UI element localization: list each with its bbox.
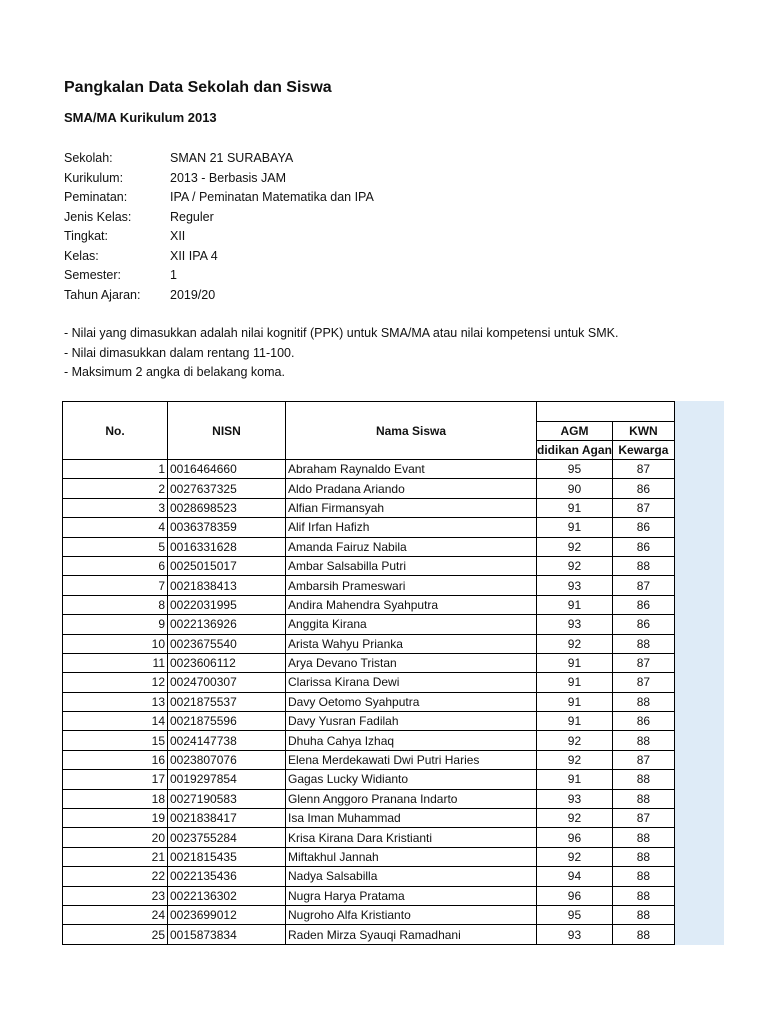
row-number-cell: 8 xyxy=(63,595,168,614)
row-number-cell: 7 xyxy=(63,576,168,595)
student-name-cell: Nugroho Alfa Kristianto xyxy=(286,905,537,924)
agm-score-cell[interactable]: 93 xyxy=(537,789,613,808)
row-number-cell: 6 xyxy=(63,556,168,575)
row-number-cell: 5 xyxy=(63,537,168,556)
nisn-cell: 0022136926 xyxy=(168,615,286,634)
page-title: Pangkalan Data Sekolah dan Siswa xyxy=(64,79,332,96)
table-row xyxy=(63,479,675,498)
info-row-tingkat xyxy=(64,227,374,247)
table-row xyxy=(63,925,675,944)
table-row xyxy=(63,847,675,866)
row-number-cell: 14 xyxy=(63,712,168,731)
info-label: Kelas: xyxy=(64,248,99,263)
kwn-score-cell[interactable]: 88 xyxy=(612,692,674,711)
agm-score-cell[interactable]: 91 xyxy=(537,770,613,789)
table-row xyxy=(63,789,675,808)
nisn-cell: 0022135436 xyxy=(168,867,286,886)
row-number-cell: 10 xyxy=(63,634,168,653)
info-label: Sekolah: xyxy=(64,151,113,165)
info-label: Peminatan: xyxy=(64,190,128,204)
row-number-cell: 3 xyxy=(63,498,168,517)
nisn-cell: 0023699012 xyxy=(168,905,286,924)
nisn-cell: 0021875596 xyxy=(168,712,286,731)
header-subject-code: KWN xyxy=(612,422,674,441)
table-row xyxy=(63,828,675,847)
agm-score-cell[interactable]: 91 xyxy=(537,712,613,731)
info-row-jenis-kelas xyxy=(64,208,374,228)
row-number-cell: 17 xyxy=(63,770,168,789)
table-row xyxy=(63,770,675,789)
info-value: XII IPA 4 xyxy=(170,248,218,263)
table-row xyxy=(63,867,675,886)
student-name-cell: Amanda Fairuz Nabila xyxy=(286,537,537,556)
agm-score-cell[interactable]: 92 xyxy=(537,537,613,556)
agm-score-cell[interactable]: 91 xyxy=(537,595,613,614)
student-name-cell: Nugra Harya Pratama xyxy=(286,886,537,905)
info-row-peminatan xyxy=(64,188,374,208)
nisn-cell: 0022136302 xyxy=(168,886,286,905)
nisn-cell: 0024147738 xyxy=(168,731,286,750)
kwn-score-cell[interactable]: 88 xyxy=(612,556,674,575)
table-row xyxy=(63,750,675,769)
student-name-cell: Glenn Anggoro Pranana Indarto xyxy=(286,789,537,808)
kwn-score-cell[interactable]: 87 xyxy=(612,460,674,479)
header-no: No. xyxy=(63,402,168,460)
note-line: - Nilai dimasukkan dalam rentang 11-100. xyxy=(64,345,295,360)
nisn-cell: 0021815435 xyxy=(168,847,286,866)
kwn-score-cell[interactable]: 88 xyxy=(612,847,674,866)
info-value: IPA / Peminatan Matematika dan IPA xyxy=(170,190,374,204)
info-row-kurikulum xyxy=(64,169,374,189)
kwn-score-cell[interactable]: 88 xyxy=(612,828,674,847)
row-number-cell: 25 xyxy=(63,925,168,944)
row-number-cell: 21 xyxy=(63,847,168,866)
header-nama-siswa: Nama Siswa xyxy=(286,402,537,460)
nisn-cell: 0023807076 xyxy=(168,750,286,769)
row-number-cell: 16 xyxy=(63,750,168,769)
nisn-cell: 0024700307 xyxy=(168,673,286,692)
nisn-cell: 0016331628 xyxy=(168,537,286,556)
info-value: SMAN 21 SURABAYA xyxy=(170,151,294,165)
student-name-cell: Ambarsih Prameswari xyxy=(286,576,537,595)
info-value: 2019/20 xyxy=(170,287,216,302)
table-row xyxy=(63,809,675,828)
agm-score-cell[interactable]: 91 xyxy=(537,498,613,517)
row-number-cell: 19 xyxy=(63,809,168,828)
nisn-cell: 0036378359 xyxy=(168,518,286,537)
kwn-score-cell[interactable]: 86 xyxy=(612,712,674,731)
agm-score-cell[interactable]: 91 xyxy=(537,673,613,692)
agm-score-cell[interactable]: 92 xyxy=(537,750,613,769)
student-name-cell: Davy Oetomo Syahputra xyxy=(286,692,537,711)
row-number-cell: 9 xyxy=(63,615,168,634)
row-number-cell: 24 xyxy=(63,905,168,924)
table-row xyxy=(63,615,675,634)
kwn-score-cell[interactable]: 87 xyxy=(612,576,674,595)
kwn-score-cell[interactable]: 86 xyxy=(612,595,674,614)
note-line: - Nilai yang dimasukkan adalah nilai kognitif (PPK) untuk SMA/MA atau nilai kompetensi untuk SMK. xyxy=(64,326,619,340)
nisn-cell: 0028698523 xyxy=(168,498,286,517)
agm-score-cell[interactable]: 93 xyxy=(537,576,613,595)
table-row xyxy=(63,518,675,537)
kwn-score-cell[interactable]: 88 xyxy=(612,731,674,750)
agm-score-cell[interactable]: 95 xyxy=(537,905,613,924)
nisn-cell: 0023606112 xyxy=(168,653,286,672)
kwn-score-cell[interactable]: 87 xyxy=(612,498,674,517)
table-row xyxy=(63,886,675,905)
student-name-cell: Arya Devano Tristan xyxy=(286,653,537,672)
table-row xyxy=(63,731,675,750)
student-name-cell: Davy Yusran Fadilah xyxy=(286,712,537,731)
row-number-cell: 12 xyxy=(63,673,168,692)
row-number-cell: 23 xyxy=(63,886,168,905)
student-name-cell: Alif Irfan Hafizh xyxy=(286,518,537,537)
student-name-cell: Alfian Firmansyah xyxy=(286,498,537,517)
student-name-cell: Clarissa Kirana Dewi xyxy=(286,673,537,692)
table-row xyxy=(63,576,675,595)
table-row xyxy=(63,595,675,614)
info-label: Semester: xyxy=(64,268,121,282)
info-row-semester xyxy=(64,266,374,286)
kwn-score-cell[interactable]: 86 xyxy=(612,518,674,537)
row-number-cell: 15 xyxy=(63,731,168,750)
student-name-cell: Isa Iman Muhammad xyxy=(286,809,537,828)
kwn-score-cell[interactable]: 88 xyxy=(612,925,674,944)
info-row-kelas xyxy=(64,247,374,267)
info-value: 1 xyxy=(170,268,177,282)
agm-score-cell[interactable]: 94 xyxy=(537,867,613,886)
input-notes xyxy=(64,324,618,383)
nisn-cell: 0015873834 xyxy=(168,925,286,944)
info-value: XII xyxy=(170,229,186,243)
kwn-score-cell[interactable]: 88 xyxy=(612,867,674,886)
info-label: Tahun Ajaran: xyxy=(64,287,141,302)
table-row xyxy=(63,634,675,653)
row-number-cell: 18 xyxy=(63,789,168,808)
table-row xyxy=(63,712,675,731)
student-grade-table xyxy=(62,401,675,945)
header-subject-name: Kewarga xyxy=(612,441,674,460)
row-number-cell: 22 xyxy=(63,867,168,886)
student-name-cell: Nadya Salsabilla xyxy=(286,867,537,886)
student-name-cell: Krisa Kirana Dara Kristianti xyxy=(286,828,537,847)
kwn-score-cell[interactable]: 86 xyxy=(612,537,674,556)
kwn-score-cell[interactable]: 88 xyxy=(612,634,674,653)
info-value: 2013 - Berbasis JAM xyxy=(170,170,287,185)
row-number-cell: 11 xyxy=(63,653,168,672)
kwn-score-cell[interactable]: 88 xyxy=(612,905,674,924)
nisn-cell: 0021875537 xyxy=(168,692,286,711)
agm-score-cell[interactable]: 96 xyxy=(537,828,613,847)
nisn-cell: 0021838413 xyxy=(168,576,286,595)
nisn-cell: 0016464660 xyxy=(168,460,286,479)
agm-score-cell[interactable]: 91 xyxy=(537,692,613,711)
kwn-score-cell[interactable]: 88 xyxy=(612,886,674,905)
nisn-cell: 0023755284 xyxy=(168,828,286,847)
agm-score-cell[interactable]: 92 xyxy=(537,634,613,653)
agm-score-cell[interactable]: 95 xyxy=(537,460,613,479)
student-name-cell: Dhuha Cahya Izhaq xyxy=(286,731,537,750)
student-name-cell: Elena Merdekawati Dwi Putri Haries xyxy=(286,750,537,769)
nisn-cell: 0027190583 xyxy=(168,789,286,808)
student-name-cell: Gagas Lucky Widianto xyxy=(286,770,537,789)
agm-score-cell[interactable]: 92 xyxy=(537,847,613,866)
agm-score-cell[interactable]: 91 xyxy=(537,518,613,537)
agm-score-cell[interactable]: 92 xyxy=(537,556,613,575)
kwn-score-cell[interactable]: 86 xyxy=(612,615,674,634)
table-row xyxy=(63,556,675,575)
school-info xyxy=(64,149,374,305)
info-label: Jenis Kelas: xyxy=(64,209,132,224)
student-name-cell: Miftakhul Jannah xyxy=(286,847,537,866)
student-name-cell: Andira Mahendra Syahputra xyxy=(286,595,537,614)
agm-score-cell[interactable]: 93 xyxy=(537,925,613,944)
info-value: Reguler xyxy=(170,209,214,224)
info-label: Kurikulum: xyxy=(64,170,124,185)
kwn-score-cell[interactable]: 88 xyxy=(612,770,674,789)
agm-score-cell[interactable]: 93 xyxy=(537,615,613,634)
kwn-score-cell[interactable]: 87 xyxy=(612,750,674,769)
table-row xyxy=(63,673,675,692)
row-number-cell: 13 xyxy=(63,692,168,711)
agm-score-cell[interactable]: 92 xyxy=(537,809,613,828)
student-name-cell: Raden Mirza Syauqi Ramadhani xyxy=(286,925,537,944)
row-number-cell: 20 xyxy=(63,828,168,847)
student-name-cell: Anggita Kirana xyxy=(286,615,537,634)
grade-table-body xyxy=(63,402,675,945)
agm-score-cell[interactable]: 96 xyxy=(537,886,613,905)
agm-score-cell[interactable]: 91 xyxy=(537,653,613,672)
kwn-score-cell[interactable]: 88 xyxy=(612,789,674,808)
agm-score-cell[interactable]: 92 xyxy=(537,731,613,750)
info-label: Tingkat: xyxy=(64,229,109,243)
row-number-cell: 4 xyxy=(63,518,168,537)
student-name-cell: Abraham Raynaldo Evant xyxy=(286,460,537,479)
info-row-tahun-ajaran xyxy=(64,286,374,306)
row-number-cell: 1 xyxy=(63,460,168,479)
kwn-score-cell[interactable]: 86 xyxy=(612,479,674,498)
student-name-cell: Arista Wahyu Prianka xyxy=(286,634,537,653)
row-number-cell: 2 xyxy=(63,479,168,498)
nisn-cell: 0025015017 xyxy=(168,556,286,575)
nisn-cell: 0021838417 xyxy=(168,809,286,828)
header-subject-code: AGM xyxy=(537,422,613,441)
table-row xyxy=(63,692,675,711)
table-row xyxy=(63,653,675,672)
kwn-score-cell[interactable]: 87 xyxy=(612,653,674,672)
table-row xyxy=(63,498,675,517)
header-subject-group xyxy=(537,402,675,422)
header-row xyxy=(63,402,675,422)
page-subtitle: SMA/MA Kurikulum 2013 xyxy=(64,110,217,125)
table-row xyxy=(63,460,675,479)
header-subject-name: didikan Agan xyxy=(537,441,613,460)
note-line: - Maksimum 2 angka di belakang koma. xyxy=(64,365,285,379)
header-nisn: NISN xyxy=(168,402,286,460)
student-name-cell: Ambar Salsabilla Putri xyxy=(286,556,537,575)
student-name-cell: Aldo Pradana Ariando xyxy=(286,479,537,498)
nisn-cell: 0019297854 xyxy=(168,770,286,789)
kwn-score-cell[interactable]: 87 xyxy=(612,673,674,692)
info-row-sekolah xyxy=(64,149,374,169)
table-row xyxy=(63,905,675,924)
table-row xyxy=(63,537,675,556)
nisn-cell: 0023675540 xyxy=(168,634,286,653)
nisn-cell: 0022031995 xyxy=(168,595,286,614)
kwn-score-cell[interactable]: 87 xyxy=(612,809,674,828)
agm-score-cell[interactable]: 90 xyxy=(537,479,613,498)
nisn-cell: 0027637325 xyxy=(168,479,286,498)
